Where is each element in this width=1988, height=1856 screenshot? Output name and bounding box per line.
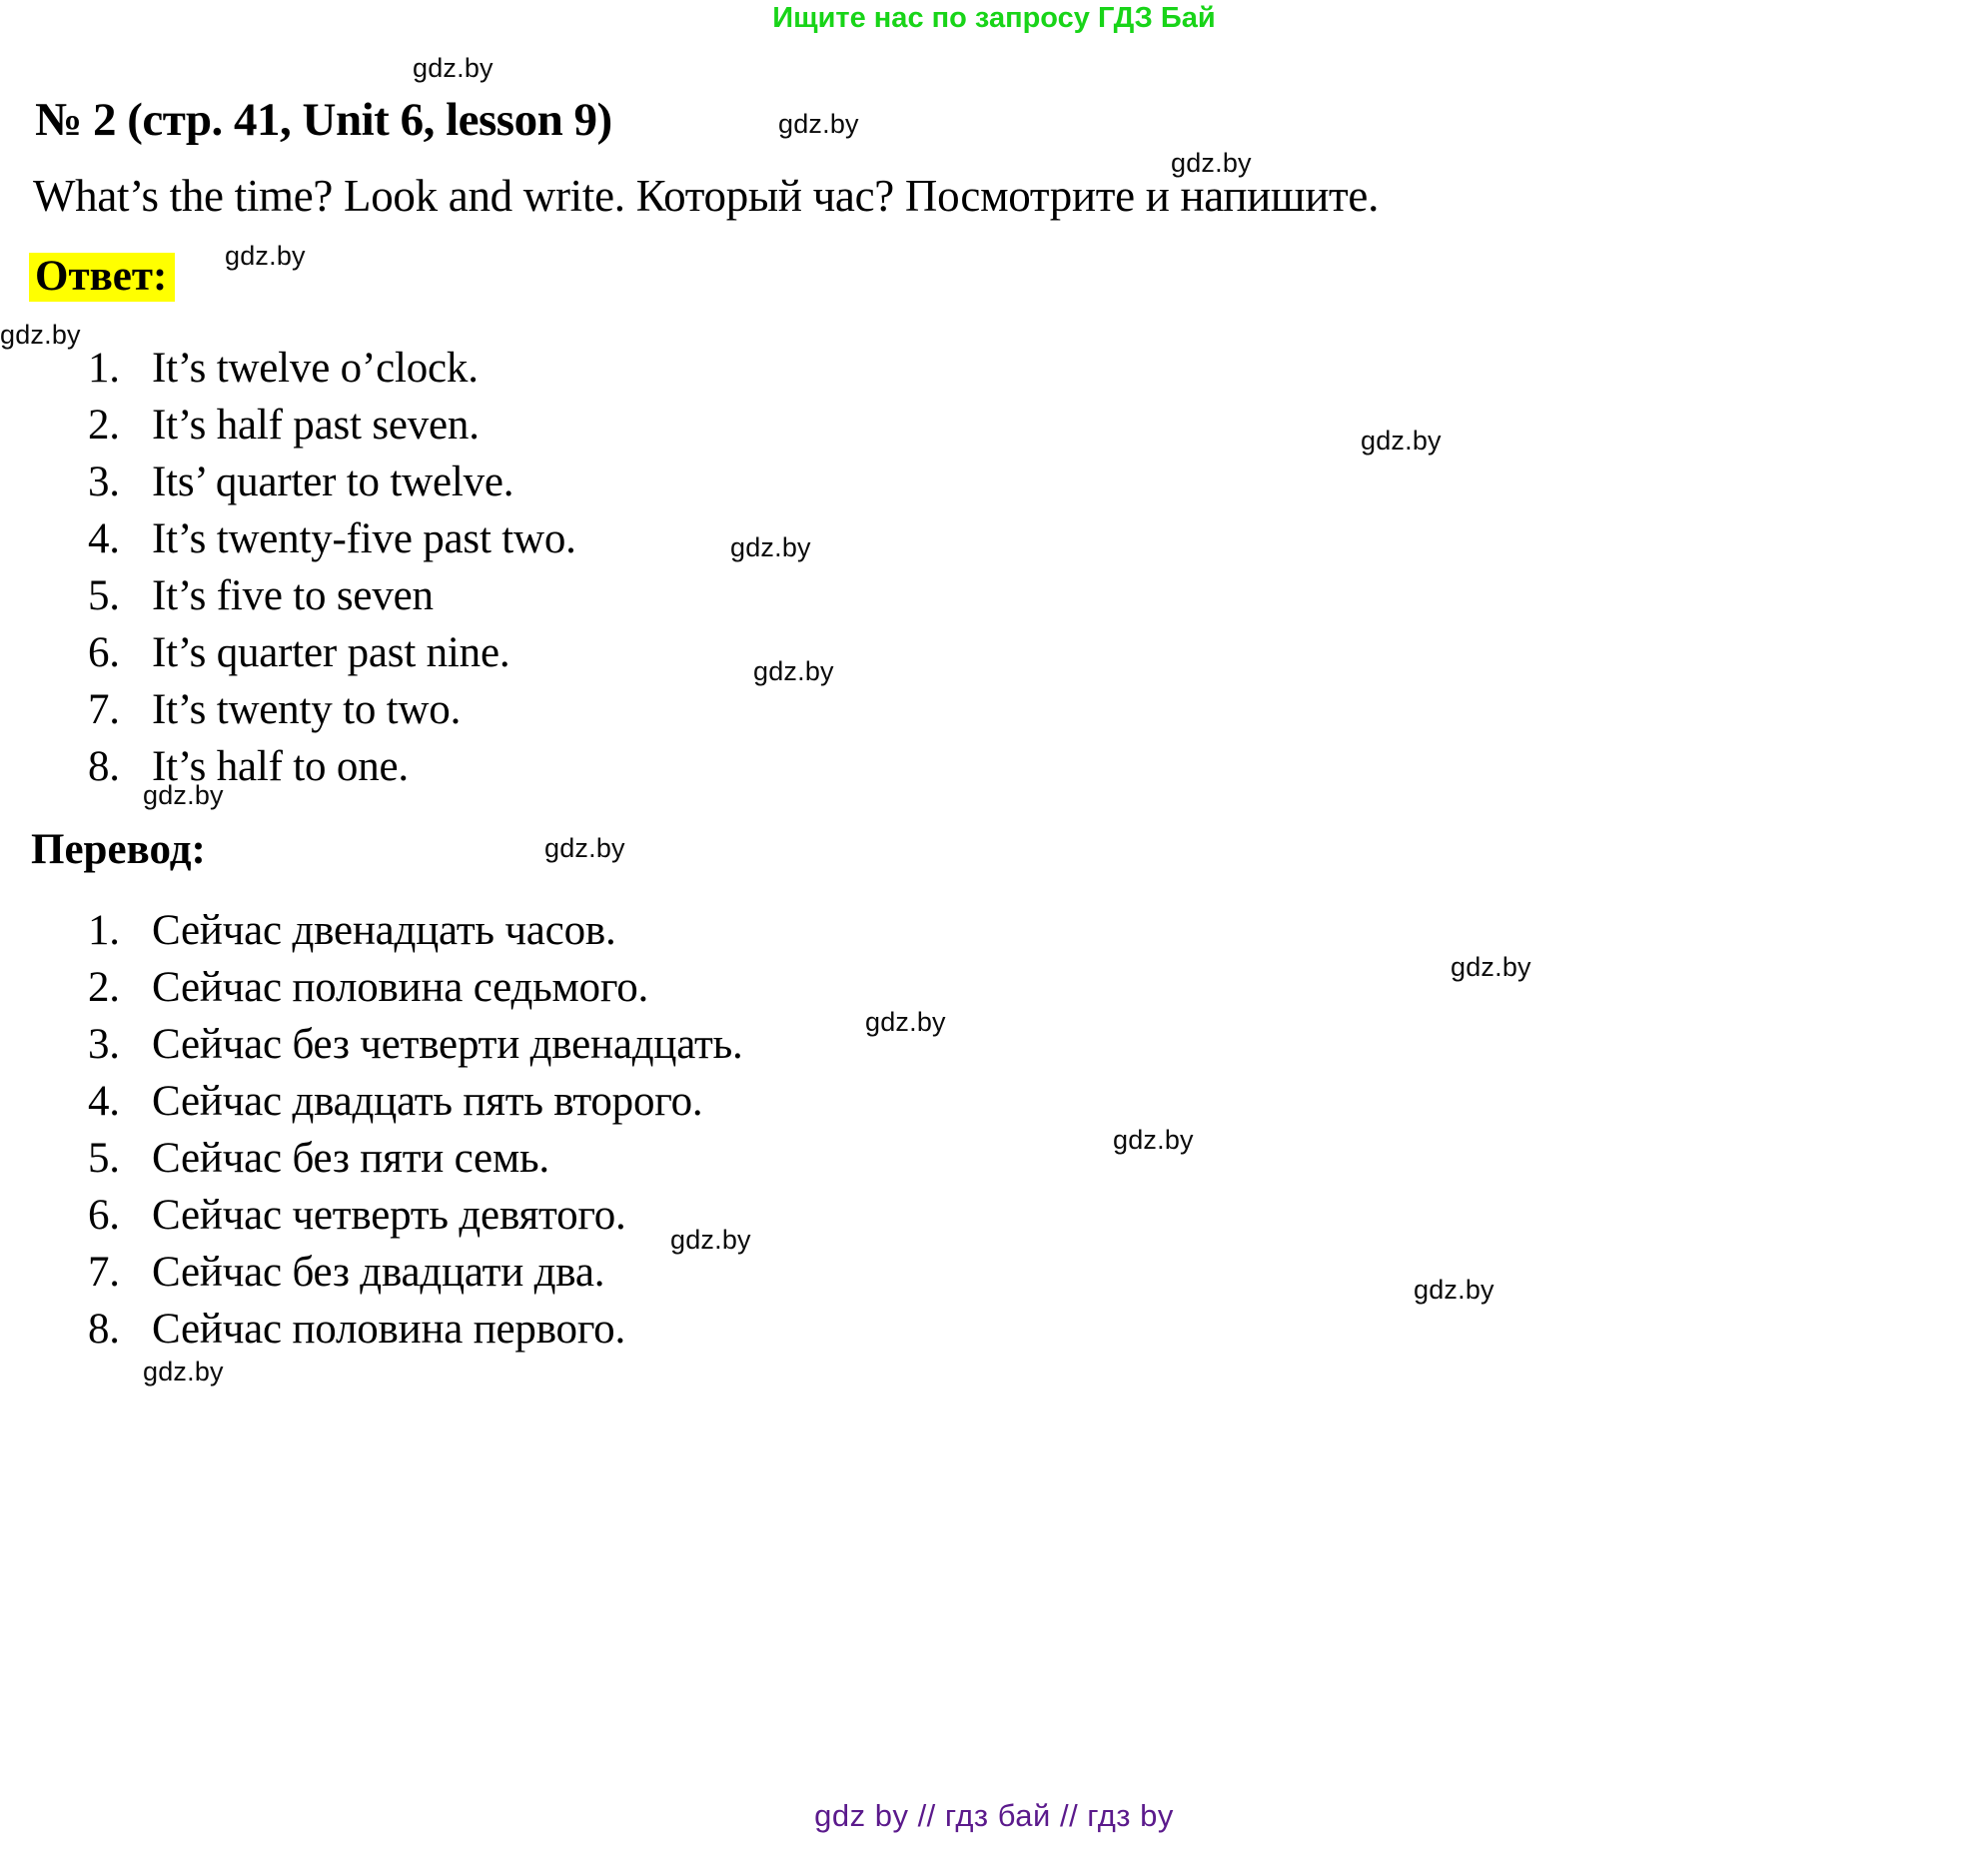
translation-item xyxy=(88,1073,743,1130)
translation-item xyxy=(88,1016,743,1073)
gdz-watermark: gdz.by xyxy=(143,1357,224,1387)
translation-heading: Перевод: xyxy=(31,826,206,873)
footer-links: gdz by // гдз бай // гдз by xyxy=(814,1798,1174,1833)
translation-item-text: Сейчас без четверти двенадцать. xyxy=(152,1021,743,1068)
answer-item-number: 4. xyxy=(88,515,120,562)
translation-item-text: Сейчас двенадцать часов. xyxy=(152,907,616,954)
translation-item xyxy=(88,1187,743,1244)
translation-item-number: 1. xyxy=(88,907,120,954)
answer-item-number: 7. xyxy=(88,686,120,733)
gdz-watermark: gdz.by xyxy=(1361,426,1442,456)
answer-item-text: It’s half past seven. xyxy=(152,402,480,449)
answer-item-text: Its’ quarter to twelve. xyxy=(152,459,514,505)
translation-item-number: 7. xyxy=(88,1249,120,1296)
gdz-watermark: gdz.by xyxy=(1113,1125,1194,1155)
answer-item xyxy=(88,681,576,738)
answer-item-number: 8. xyxy=(88,743,120,790)
promo-banner: Ищите нас по запросу ГДЗ Бай xyxy=(772,2,1216,34)
task-prompt: What’s the time? Look and write. Который час? Посмотрите и напишите. xyxy=(33,171,1380,221)
answer-heading: Ответ: xyxy=(29,253,175,302)
translation-item-number: 2. xyxy=(88,964,120,1011)
answer-item-text: It’s half to one. xyxy=(152,743,409,790)
gdz-watermark: gdz.by xyxy=(865,1007,946,1037)
translation-item-number: 8. xyxy=(88,1306,120,1353)
gdz-watermark: gdz.by xyxy=(544,833,625,863)
answer-item-number: 3. xyxy=(88,459,120,505)
translation-item-text: Сейчас без двадцати два. xyxy=(152,1249,605,1296)
gdz-watermark: gdz.by xyxy=(1414,1275,1494,1305)
answer-item xyxy=(88,567,576,624)
answer-item xyxy=(88,624,576,681)
answer-item-number: 1. xyxy=(88,345,120,392)
gdz-watermark: gdz.by xyxy=(143,780,224,810)
translation-item-text: Сейчас половина первого. xyxy=(152,1306,626,1353)
gdz-watermark: gdz.by xyxy=(730,532,811,562)
answer-item xyxy=(88,397,576,454)
answer-item-number: 2. xyxy=(88,402,120,449)
answer-item xyxy=(88,340,576,397)
translation-item-text: Сейчас четверть девятого. xyxy=(152,1192,626,1239)
gdz-watermark: gdz.by xyxy=(225,241,306,271)
translation-list xyxy=(88,902,743,1358)
gdz-watermark: gdz.by xyxy=(778,109,859,139)
translation-item xyxy=(88,1130,743,1187)
translation-item-text: Сейчас половина седьмого. xyxy=(152,964,649,1011)
answer-item-text: It’s twenty to two. xyxy=(152,686,462,733)
gdz-watermark: gdz.by xyxy=(753,656,834,686)
answer-item xyxy=(88,738,576,795)
gdz-watermark: gdz.by xyxy=(413,53,494,83)
answer-item-text: It’s quarter past nine. xyxy=(152,629,510,676)
gdz-watermark: gdz.by xyxy=(1171,148,1252,178)
translation-item xyxy=(88,959,743,1016)
translation-item xyxy=(88,902,743,959)
answer-item-text: It’s five to seven xyxy=(152,572,434,619)
answers-list xyxy=(88,340,576,795)
answer-item-text: It’s twenty-five past two. xyxy=(152,515,576,562)
answer-item-text: It’s twelve o’clock. xyxy=(152,345,479,392)
translation-item xyxy=(88,1244,743,1301)
translation-item-text: Сейчас двадцать пять второго. xyxy=(152,1078,703,1125)
gdz-watermark: gdz.by xyxy=(0,320,81,350)
gdz-watermark: gdz.by xyxy=(1451,952,1531,982)
answer-item-number: 5. xyxy=(88,572,120,619)
gdz-watermark: gdz.by xyxy=(670,1225,751,1255)
translation-item-number: 3. xyxy=(88,1021,120,1068)
translation-item-number: 4. xyxy=(88,1078,120,1125)
answer-item xyxy=(88,510,576,567)
translation-item-number: 6. xyxy=(88,1192,120,1239)
answer-item xyxy=(88,454,576,510)
translation-item xyxy=(88,1301,743,1358)
answer-item-number: 6. xyxy=(88,629,120,676)
task-title: № 2 (стр. 41, Unit 6, lesson 9) xyxy=(35,94,612,146)
translation-item-text: Сейчас без пяти семь. xyxy=(152,1135,549,1182)
translation-item-number: 5. xyxy=(88,1135,120,1182)
